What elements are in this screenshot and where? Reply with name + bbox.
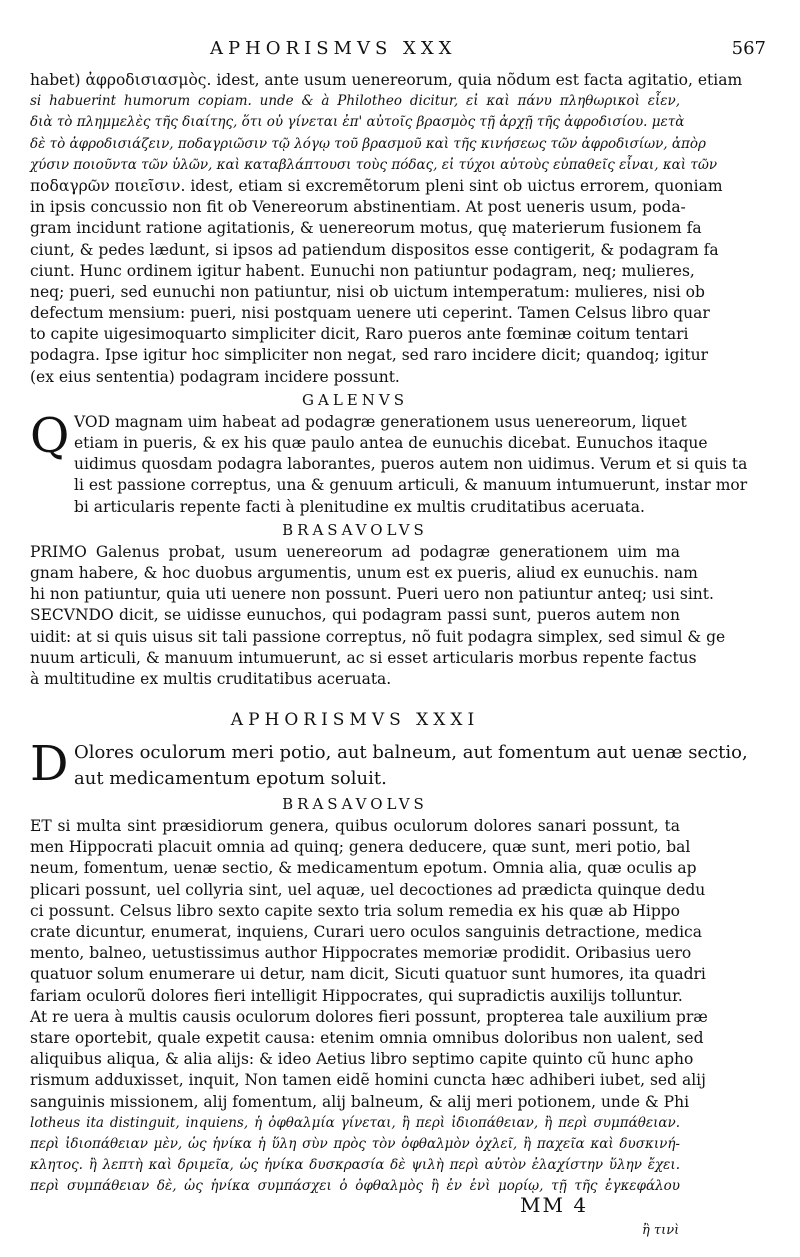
text-line: neum, fomentum, uenæ sectio, & medicamentum epotum. Omnia alia, quæ oculis ap (30, 859, 697, 878)
text-line: aliquibus aliqua, & alia alijs: & ideo Aetius libro septimo capite quinto cũ hunc apho (30, 1050, 694, 1069)
text-line: χύσιν ποιοῦντα τῶν ὑλῶν, καὶ καταβλάπτουσι τοὺς πόδας, εἰ τύχοι αὐτοὺς εὐπαθεῖς εἶναι, καὶ τῶν (30, 156, 718, 173)
text-line: in ipsis concussio non fit ob Venereorum abstinentiam. At post ueneris usum, poda- (30, 198, 686, 217)
text-line: περὶ συμπάθειαν δὲ, ὡς ἡνίκα συμπάσχει ὁ ὀφθαλμὸς ἢ ἐν ἑνὶ μορίῳ, τῇ τῆς ἐγκεφάλου (30, 1178, 680, 1195)
catchword: ἢ τινὶ (642, 1223, 680, 1238)
text-line: περὶ ἰδιοπάθειαν μὲν, ὡς ἡνίκα ἡ ὕλη σὺν πρὸς τὸν ὀφθαλμὸν ὀχλεῖ, ἢ παχεῖα καὶ δυσκινή- (30, 1135, 680, 1152)
text-line: Olores oculorum meri potio, aut balneum, aut fomentum aut uenæ sectio, (74, 742, 748, 764)
text-line: κλητος. ἢ λεπτὴ καὶ δριμεῖα, ὡς ἡνίκα δυσκρασία δὲ ψιλὴ περὶ αὐτὸν ἐλαχίστην ὕλην ἔχει. (30, 1157, 680, 1174)
brasavolus-paragraph-1 (30, 542, 726, 690)
text-line: ciunt, & pedes lædunt, si ipsos ad patiendum dispositos esse contigerit, & podagram fa (30, 240, 719, 259)
text-line: ποδαγρῶν ποιεῖσιν. idest, etiam si excremẽtorum pleni sint ob uictus errorem, quoniam (30, 176, 723, 195)
text-line: stare oportebit, quale expetit causa: etenim omnia omnibus doloribus non ualent, sed (30, 1028, 704, 1047)
text-line: men Hippocrati placuit omnia ad quinq; genera deducere, quæ sunt, meri potio, bal (30, 838, 691, 857)
heading-galenus: GALENVS (302, 390, 408, 409)
text-line: etiam in pueris, & ex his quæ paulo antea de eunuchis dicebat. Eunuchos itaque (74, 434, 708, 452)
heading-brasavolus-2: BRASAVOLVS (282, 795, 428, 814)
text-line: At re uera à multis causis oculorum dolores fieri possunt, propterea tale auxilium præ (30, 1007, 708, 1026)
text-line: defectum mensium: pueri, nisi postquam uenere uti ceperint. Tamen Celsus libro quar (30, 304, 710, 323)
signature-mark: MM 4 (520, 1193, 589, 1217)
text-line: (ex eius sententia) podagram incidere possunt. (30, 367, 400, 386)
text-line: mento, balneo, uetustissimus author Hippocrates memoriæ prodidit. Oribasius uero (30, 944, 692, 963)
drop-cap: D (30, 736, 69, 793)
text-line: PRIMO Galenus probat, usum uenereorum ad podagræ generationem uim ma (30, 542, 680, 561)
heading-aphorism-31: APHORISMVS XXXI (230, 710, 480, 731)
text-line: sanguinis missionem, alij fomentum, alij balneum, & alij meri potionem, unde & Phi (30, 1092, 690, 1111)
brasavolus-paragraph-2 (30, 816, 708, 1197)
text-line: ci possunt. Celsus libro sexto capite sexto tria solum remedia ex his quæ ab Hippo (30, 901, 680, 920)
text-line: rismum adduxisset, inquit, Non tamen eidẽ homini cuncta hæc adhiberi iubet, sed alij (30, 1071, 706, 1090)
text-line: plicari possunt, uel collyria sint, uel aquæ, uel decoctiones ad prædicta quinque dedu (30, 880, 706, 899)
heading-brasavolus: BRASAVOLVS (282, 520, 428, 539)
text-line: lotheus ita distinguit, inquiens, ἡ ὀφθαλμία γίνεται, ἢ περὶ ἰδιοπάθειαν, ἢ περὶ συμπάθειαν. (30, 1114, 680, 1131)
text-line: δὲ τὸ ἀφροδισιάζειν, ποδαγριῶσιν τῷ λόγῳ τοῦ βρασμοῦ καὶ τῆς κινήσεως τῶν ἀφροδισίων, ἀπὸρ (30, 135, 706, 152)
text-line: crate dicuntur, enumerat, inquiens, Curari uero oculos sanguinis detractione, medica (30, 923, 702, 941)
text-line: to capite uigesimoquarto simpliciter dicit, Raro pueros ante fœminæ coitum tentari (30, 325, 689, 344)
text-line: gnam habere, & hoc duobus argumentis, unum est ex pueris, aliud ex eunuchis. nam (30, 563, 698, 582)
text-line: ET si multa sint præsidiorum genera, quibus oculorum dolores sanari possunt, ta (30, 817, 680, 836)
galenus-paragraph (30, 407, 748, 518)
text-line: uidimus quosdam podagra laborantes, pueros autem non uidimus. Verum et si quis ta (74, 455, 748, 474)
text-line: VOD magnam uim habeat ad podagræ generationem usus uenereorum, liquet (74, 412, 687, 431)
page-body (30, 70, 748, 1197)
text-line: ciunt. Hunc ordinem igitur habent. Eunuchi non patiuntur podagram, neq; mulieres, (30, 261, 695, 280)
text-line: gram incidunt ratione agitationis, & uenereorum motus, quę materierum fusionem fa (30, 219, 702, 238)
text-line: uidit: at si quis uisus sit tali passione correptus, nõ fuit podagra simplex, sed simul & ge (30, 627, 726, 646)
drop-cap: Q (30, 407, 70, 464)
text-line: habet) ἀφροδισιασμὸς. idest, ante usum uenereorum, quia nõdum est facta agitatio, etiam (30, 71, 743, 89)
aphorism-31-text (30, 736, 748, 793)
page-header (0, 38, 800, 62)
text-line: SECVNDO dicit, se uidisse eunuchos, qui podagram passi sunt, pueros autem non (30, 606, 680, 625)
text-line: aut medicamentum epotum soluit. (74, 768, 387, 790)
page-footer (0, 1193, 800, 1243)
text-line: διὰ τὸ πλημμελὲς τῆς διαίτης, ὅτι οὐ γίνεται ἐπ' αὐτοῖς βρασμὸς τῇ ἀρχῇ τῆς ἀφροδισίου. μετὰ (30, 114, 685, 131)
text-line: quatuor solum enumerare ui detur, nam dicit, Sicuti quatuor sunt humores, ita quadri (30, 965, 706, 984)
text-line: podagra. Ipse igitur hoc simpliciter non negat, sed raro incidere dicit; quandoq; igitur (30, 346, 708, 365)
text-line: si habuerint humorum copiam. unde & à Philotheo dicitur, εἰ καὶ πάνυ πληθωρικοὶ εἶεν, (30, 93, 680, 110)
page-number: 567 (731, 38, 766, 59)
section-aphorism30-commentary (30, 70, 743, 388)
text-line: neq; pueri, sed eunuchi non patiuntur, nisi ob uictum intemperatum: mulieres, nisi ob (30, 282, 705, 301)
text-line: li est passione correptus, una & genuum articuli, & manuum intumuerunt, instar mor (74, 476, 748, 495)
text-line: fariam oculorũ dolores fieri intelligit Hippocrates, qui supradictis auxilijs tolluntur. (30, 986, 683, 1005)
running-title: APHORISMVS XXX (210, 38, 457, 59)
text-line: à multitudine ex multis cruditatibus aceruata. (30, 669, 392, 688)
text-line: bi articularis repente facti à plenitudine ex multis cruditatibus aceruata. (74, 497, 645, 516)
text-line: hi non patiuntur, quia uti uenere non possunt. Pueri uero non patiuntur anteq; usi sint. (30, 585, 714, 604)
text-line: nuum articuli, & manuum intumuerunt, ac si esset articularis morbus repente factus (30, 648, 697, 667)
